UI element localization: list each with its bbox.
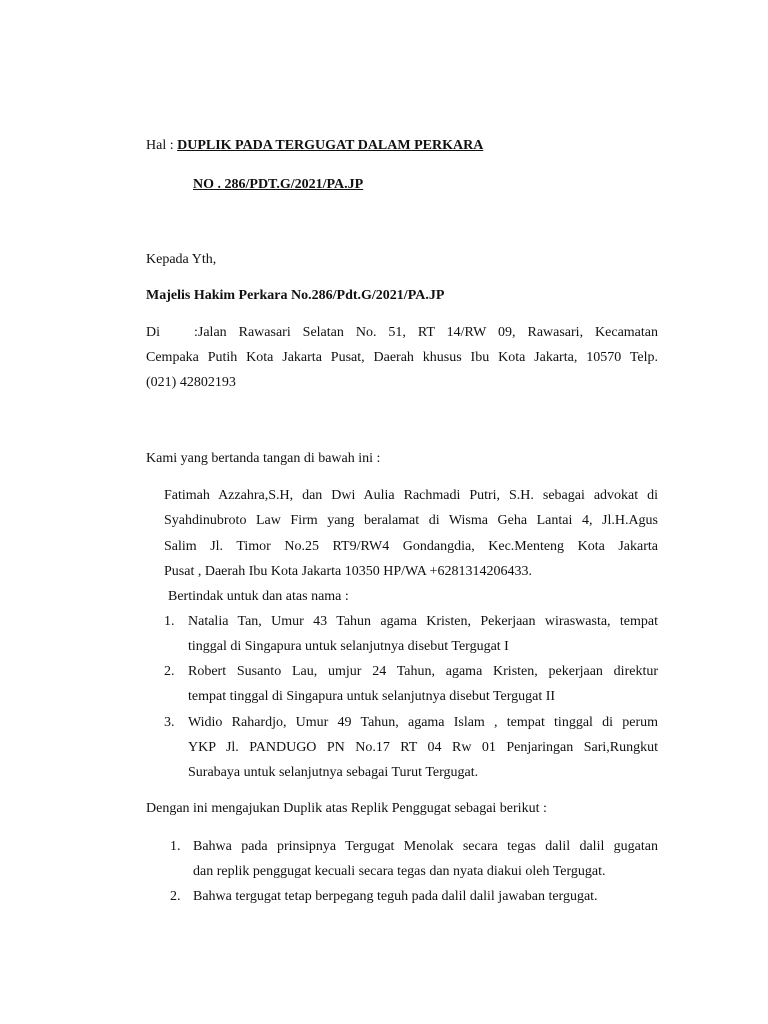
party-3-line-2: YKP Jl. PANDUGO PN No.17 RT 04 Rw 01 Penjaringan Sari,Rungkut bbox=[188, 740, 658, 755]
party-3-line-1: Widio Rahardjo, Umur 49 Tahun, agama Islam , tempat tinggal di perum bbox=[188, 715, 658, 730]
party-2-line-1: Robert Susanto Lau, umjur 24 Tahun, agama Kristen, pekerjaan direktur bbox=[188, 664, 658, 679]
signatories-line-4: Pusat , Daerah Ibu Kota Jakarta 10350 HP/WA +6281314206433. bbox=[164, 564, 532, 579]
signatories-line-2: Syahdinubroto Law Firm yang beralamat di Wisma Geha Lantai 4, Jl.H.Agus bbox=[164, 513, 658, 528]
subject-line-1 bbox=[146, 137, 483, 155]
di-label: Di bbox=[146, 325, 160, 340]
address-line-2: Cempaka Putih Kota Jakarta Pusat, Daerah khusus Ibu Kota Jakarta, 10570 Telp. bbox=[146, 350, 658, 365]
party-2-number: 2. bbox=[164, 664, 175, 679]
hal-label: Hal : bbox=[146, 138, 174, 153]
party-2-line-2: tempat tinggal di Singapura untuk selanjutnya disebut Tergugat II bbox=[188, 689, 556, 704]
on-behalf-label: Bertindak untuk dan atas nama : bbox=[168, 589, 349, 604]
party-1-line-1: Natalia Tan, Umur 43 Tahun agama Kristen, Pekerjaan wiraswasta, tempat bbox=[188, 614, 658, 629]
greeting: Kepada Yth, bbox=[146, 252, 217, 267]
address-line-1: :Jalan Rawasari Selatan No. 51, RT 14/RW 09, Rawasari, Kecamatan bbox=[194, 325, 658, 340]
address-line-3: (021) 42802193 bbox=[146, 375, 236, 390]
party-1-number: 1. bbox=[164, 614, 175, 629]
party-3-line-3: Surabaya untuk selanjutnya sebagai Turut Tergugat. bbox=[188, 765, 479, 780]
subject-title: DUPLIK PADA TERGUGAT DALAM PERKARA bbox=[177, 138, 484, 153]
party-3-number: 3. bbox=[164, 715, 175, 730]
duplik-intro: Dengan ini mengajukan Duplik atas Replik Penggugat sebagai berikut : bbox=[146, 801, 547, 816]
signatories-line-3: Salim Jl. Timor No.25 RT9/RW4 Gondangdia, Kec.Menteng Kota Jakarta bbox=[164, 539, 658, 554]
duplik-point-1-number: 1. bbox=[170, 839, 181, 854]
duplik-point-2-line-1: Bahwa tergugat tetap berpegang teguh pada dalil dalil jawaban tergugat. bbox=[193, 889, 598, 904]
duplik-point-1-line-1: Bahwa pada prinsipnya Tergugat Menolak secara tegas dalil dalil gugatan bbox=[193, 839, 658, 854]
signatories-line-1: Fatimah Azzahra,S.H, dan Dwi Aulia Rachmadi Putri, S.H. sebagai advokat di bbox=[164, 488, 658, 503]
addressee: Majelis Hakim Perkara No.286/Pdt.G/2021/PA.JP bbox=[146, 288, 445, 303]
case-number: NO . 286/PDT.G/2021/PA.JP bbox=[193, 177, 364, 192]
party-1-line-2: tinggal di Singapura untuk selanjutnya disebut Tergugat I bbox=[188, 639, 509, 654]
duplik-point-1-line-2: dan replik penggugat kecuali secara tegas dan nyata diakui oleh Tergugat. bbox=[193, 864, 606, 879]
signatories-intro: Kami yang bertanda tangan di bawah ini : bbox=[146, 451, 381, 466]
duplik-point-2-number: 2. bbox=[170, 889, 181, 904]
